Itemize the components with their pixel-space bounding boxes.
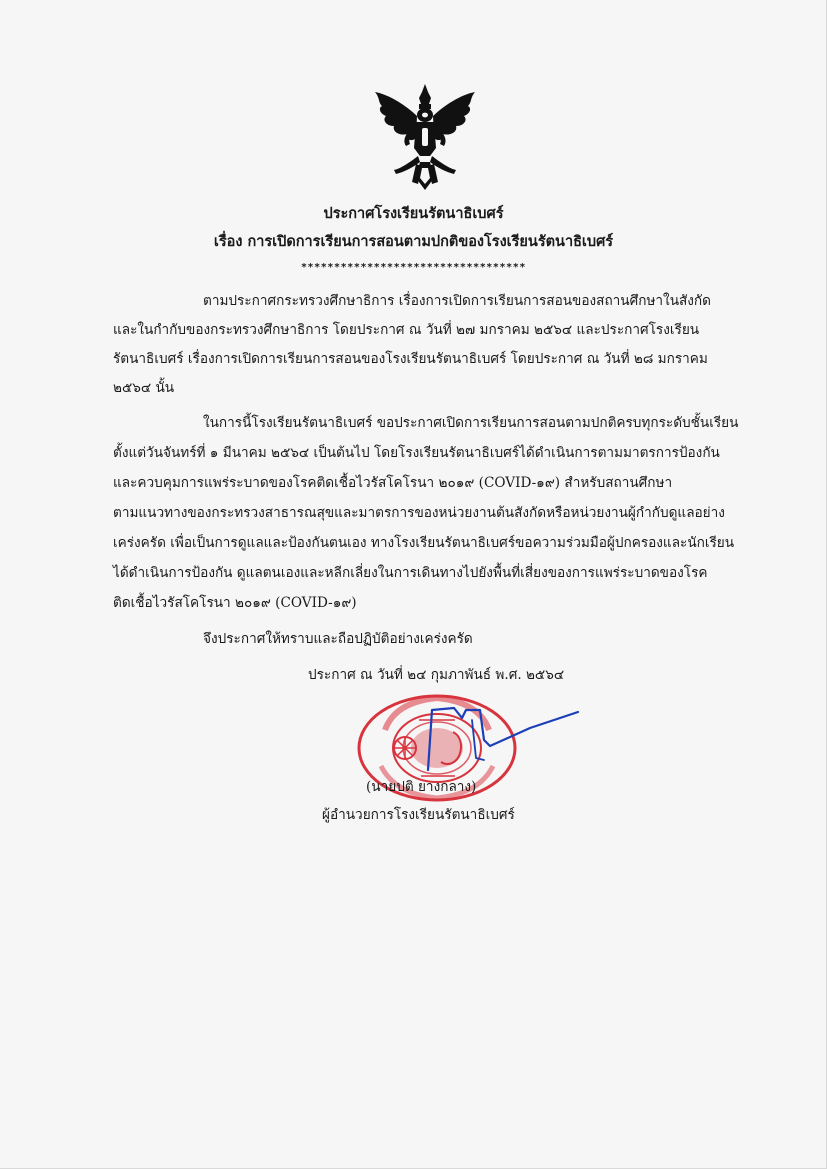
signer-name: (นายปติ ยางกลาง) <box>366 779 477 795</box>
closing-line: จึงประกาศให้ทราบและถือปฏิบัติอย่างเคร่งครัด <box>203 631 473 647</box>
handwritten-signature <box>410 700 585 775</box>
garuda-emblem-icon <box>372 82 478 192</box>
paragraph-line: ในการนี้โรงเรียนรัตนาธิเบศร์ ขอประกาศเปิดการเรียนการสอนตามปกติครบทุกระดับชั้นเรียน <box>203 415 739 431</box>
announcement-title: ประกาศโรงเรียนรัตนาธิเบศร์ <box>323 205 504 222</box>
paragraph-line: และในกำกับของกระทรวงศึกษาธิการ โดยประกาศ ณ วันที่ ๒๗ มกราคม ๒๕๖๔ และประกาศโรงเรียน <box>113 322 700 338</box>
paragraph-line: ได้ดำเนินการป้องกัน ดูแลตนเองและหลีกเลี่ยงในการเดินทางไปยังพื้นที่เสี่ยงของการแพร่ระบาดของโรค <box>113 565 708 581</box>
paragraph-line: รัตนาธิเบศร์ เรื่องการเปิดการเรียนการสอนของโรงเรียนรัตนาธิเบศร์ โดยประกาศ ณ วันที่ ๒๘ มกราคม <box>113 351 708 367</box>
paragraph-line: ตั้งแต่วันจันทร์ที่ ๑ มีนาคม ๒๕๖๔ เป็นต้นไป โดยโรงเรียนรัตนาธิเบศร์ได้ดำเนินการตามมาตรการป้องกัน <box>113 445 720 461</box>
announcement-subject: เรื่อง การเปิดการเรียนการสอนตามปกติของโรงเรียนรัตนาธิเบศร์ <box>213 233 614 250</box>
paragraph-line: เคร่งครัด เพื่อเป็นการดูแลและป้องกันตนเอง ทางโรงเรียนรัตนาธิเบศร์ขอความร่วมมือผู้ปกครองและนักเรียน <box>113 535 735 551</box>
separator: ********************************** <box>300 262 527 273</box>
paragraph-line: ติดเชื้อไวรัสโคโรนา ๒๐๑๙ (COVID-๑๙) <box>113 595 357 611</box>
paragraph-line: และควบคุมการแพร่ระบาดของโรคติดเชื้อไวรัสโคโรนา ๒๐๑๙ (COVID-๑๙) สำหรับสถานศึกษา <box>113 475 673 491</box>
signer-title: ผู้อำนวยการโรงเรียนรัตนาธิเบศร์ <box>322 807 515 823</box>
paragraph-line: ๒๕๖๔ นั้น <box>113 380 175 396</box>
announcement-date: ประกาศ ณ วันที่ ๒๔ กุมภาพันธ์ พ.ศ. ๒๕๖๔ <box>308 667 565 683</box>
paragraph-line: ตามประกาศกระทรวงศึกษาธิการ เรื่องการเปิดการเรียนการสอนของสถานศึกษาในสังกัด <box>203 293 711 309</box>
paragraph-line: ตามแนวทางของกระทรวงสาธารณสุขและมาตรการของหน่วยงานต้นสังกัดหรือหน่วยงานผู้กำกับดูแลอย่าง <box>113 505 725 521</box>
